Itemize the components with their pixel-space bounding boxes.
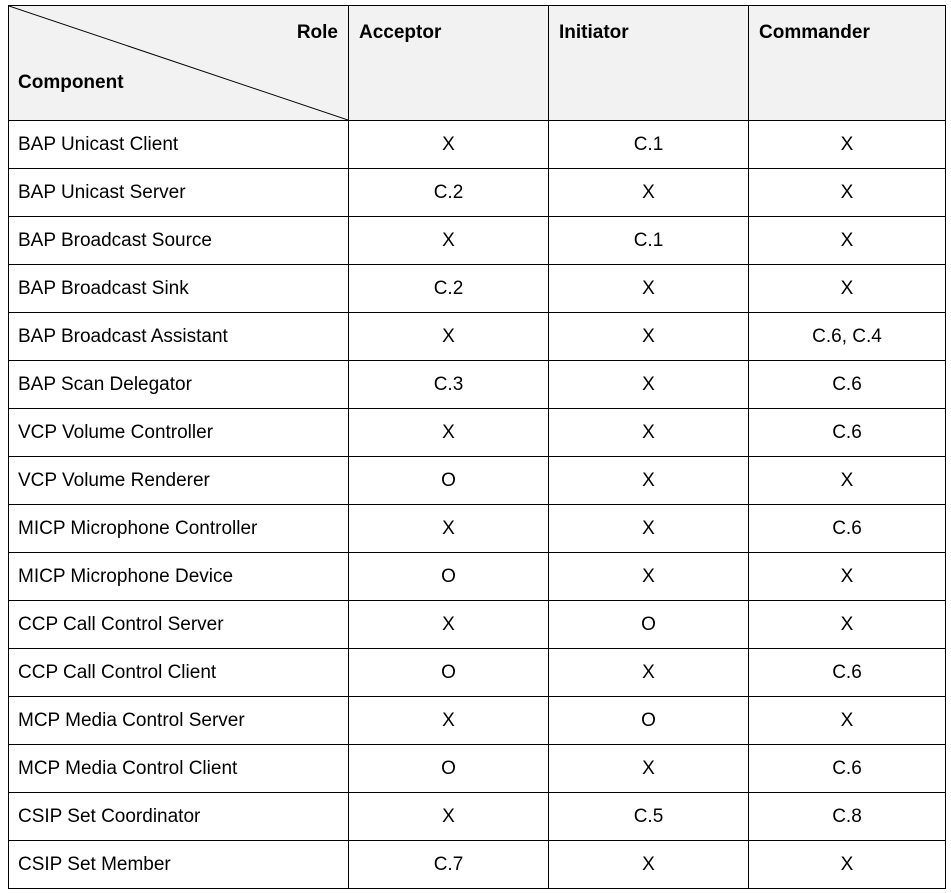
table-row — [9, 601, 946, 649]
commander-cell: C.6 — [749, 745, 946, 793]
corner-header-cell — [9, 6, 349, 121]
commander-cell: X — [749, 169, 946, 217]
commander-cell: C.6 — [749, 409, 946, 457]
acceptor-cell: X — [349, 121, 549, 169]
commander-cell: C.6 — [749, 361, 946, 409]
commander-cell: X — [749, 601, 946, 649]
initiator-cell: X — [549, 313, 749, 361]
acceptor-cell: C.2 — [349, 265, 549, 313]
initiator-cell: X — [549, 505, 749, 553]
component-name-cell: CCP Call Control Server — [9, 601, 349, 649]
table-row — [9, 169, 946, 217]
component-name-cell: CCP Call Control Client — [9, 649, 349, 697]
commander-cell: C.6, C.4 — [749, 313, 946, 361]
acceptor-cell: C.7 — [349, 841, 549, 889]
commander-cell: X — [749, 265, 946, 313]
acceptor-cell: C.3 — [349, 361, 549, 409]
component-name-cell: MCP Media Control Server — [9, 697, 349, 745]
initiator-cell: X — [549, 265, 749, 313]
commander-cell: C.6 — [749, 649, 946, 697]
table-row — [9, 841, 946, 889]
table-row — [9, 649, 946, 697]
component-name-cell: MICP Microphone Controller — [9, 505, 349, 553]
initiator-cell: X — [549, 841, 749, 889]
component-name-cell: BAP Unicast Server — [9, 169, 349, 217]
commander-cell: X — [749, 457, 946, 505]
component-name-cell: VCP Volume Controller — [9, 409, 349, 457]
initiator-cell: C.5 — [549, 793, 749, 841]
table-row — [9, 361, 946, 409]
column-header-acceptor: Acceptor — [349, 6, 549, 121]
acceptor-cell: X — [349, 313, 549, 361]
acceptor-cell: X — [349, 505, 549, 553]
acceptor-cell: O — [349, 745, 549, 793]
initiator-cell: X — [549, 457, 749, 505]
role-component-table — [8, 5, 946, 889]
component-name-cell: BAP Scan Delegator — [9, 361, 349, 409]
initiator-cell: X — [549, 553, 749, 601]
column-header-commander: Commander — [749, 6, 946, 121]
component-name-cell: CSIP Set Coordinator — [9, 793, 349, 841]
acceptor-cell: C.2 — [349, 169, 549, 217]
table-row — [9, 553, 946, 601]
component-name-cell: BAP Broadcast Sink — [9, 265, 349, 313]
acceptor-cell: X — [349, 697, 549, 745]
table-row — [9, 217, 946, 265]
table-row — [9, 793, 946, 841]
initiator-cell: O — [549, 601, 749, 649]
initiator-cell: X — [549, 745, 749, 793]
commander-cell: X — [749, 697, 946, 745]
role-header-label: Role — [296, 22, 338, 43]
component-name-cell: BAP Broadcast Assistant — [9, 313, 349, 361]
acceptor-cell: X — [349, 793, 549, 841]
column-header-initiator: Initiator — [549, 6, 749, 121]
acceptor-cell: X — [349, 409, 549, 457]
table-row — [9, 457, 946, 505]
initiator-cell: X — [549, 361, 749, 409]
acceptor-cell: O — [349, 649, 549, 697]
table-row — [9, 505, 946, 553]
acceptor-cell: O — [349, 457, 549, 505]
table-row — [9, 121, 946, 169]
table-header-row — [9, 6, 946, 121]
component-name-cell: CSIP Set Member — [9, 841, 349, 889]
initiator-cell: X — [549, 169, 749, 217]
acceptor-cell: X — [349, 217, 549, 265]
component-name-cell: VCP Volume Renderer — [9, 457, 349, 505]
initiator-cell: X — [549, 649, 749, 697]
initiator-cell: C.1 — [549, 217, 749, 265]
initiator-cell: X — [549, 409, 749, 457]
acceptor-cell: X — [349, 601, 549, 649]
component-name-cell: MCP Media Control Client — [9, 745, 349, 793]
component-name-cell: BAP Broadcast Source — [9, 217, 349, 265]
commander-cell: C.8 — [749, 793, 946, 841]
component-header-label: Component — [18, 72, 124, 93]
commander-cell: X — [749, 841, 946, 889]
initiator-cell: O — [549, 697, 749, 745]
initiator-cell: C.1 — [549, 121, 749, 169]
commander-cell: X — [749, 553, 946, 601]
table-row — [9, 313, 946, 361]
commander-cell: X — [749, 217, 946, 265]
component-name-cell: BAP Unicast Client — [9, 121, 349, 169]
commander-cell: X — [749, 121, 946, 169]
acceptor-cell: O — [349, 553, 549, 601]
table-body — [9, 121, 946, 889]
table-row — [9, 745, 946, 793]
table-row — [9, 265, 946, 313]
table-row — [9, 697, 946, 745]
table-row — [9, 409, 946, 457]
component-name-cell: MICP Microphone Device — [9, 553, 349, 601]
commander-cell: C.6 — [749, 505, 946, 553]
